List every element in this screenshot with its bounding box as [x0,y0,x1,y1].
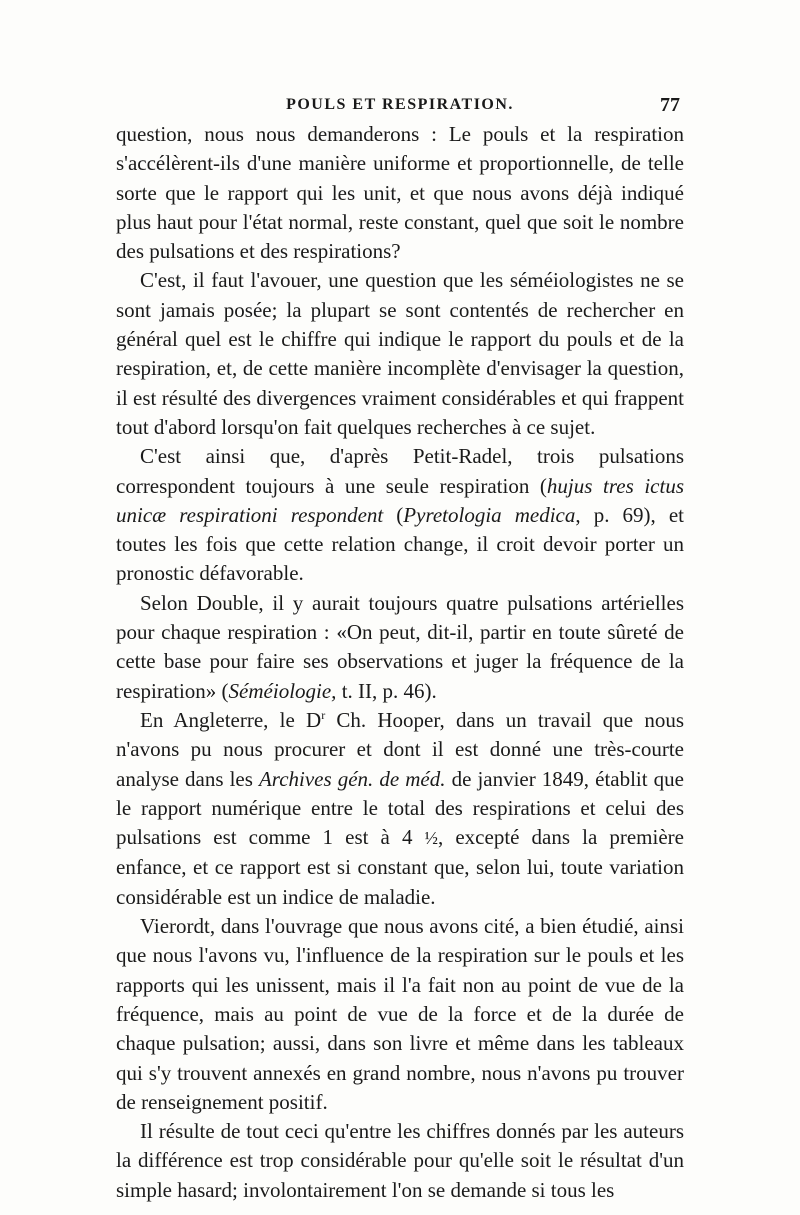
book-title-pyretologia: Pyretologia medica [403,502,576,527]
paragraph-5 [116,706,684,912]
book-title-semeiologie: Séméiologie, [228,678,337,703]
page-number: 77 [660,94,680,116]
paragraph-4-text-c: t. II, p. 46). [336,678,437,703]
running-head [116,94,684,118]
paragraph-4 [116,589,684,706]
paragraph-3-text-a: C'est ainsi que, d'après Petit-Radel, trois pulsations correspondent toujours à une seule respiration ( [116,444,684,498]
paragraph-4-text-a: Selon Double, il y aurait toujours quatre pulsations artérielles pour chaque respiration : «On peut, dit-il, partir en toute sûreté de cette base pour faire ses observations et juger la fréquence de la respiration» ( [116,590,684,703]
journal-title-archives: Archives gén. de méd. [258,766,446,791]
paragraph-1: question, nous nous demanderons : Le pouls et la respiration s'accélèrent-ils d'une manière uniforme et proportionnelle, de telle sorte que le rapport qui les unit, et que nous avons déjà indiqué plus haut pour l'état normal, reste constant, quel que soit le nombre des pulsations et des respirations? [116,122,684,264]
paragraph-5-text-a: En Angleterre, le D [140,707,322,732]
paragraph-6: Vierordt, dans l'ouvrage que nous avons cité, a bien étudié, ainsi que nous l'avons vu, l'influence de la respiration sur le pouls et les rapports qui les unissent, mais il l'a fait non au point de vue de la fréquence, mais au point de vue de la force et de la durée de chaque pulsation; aussi, dans son livre et même dans les tableaux qui s'y trouvent annexés en grand nombre, nous n'avons pu trouver de renseignement positif. [116,914,684,1114]
paragraph-3-text-c: ( [383,502,404,527]
latin-quote: hujus tres ictus unicæ respirationi respondent [116,473,684,527]
paragraph-7: Il résulte de tout ceci qu'entre les chiffres donnés par les auteurs la différence est trop considérable pour qu'elle soit le résultat d'un simple hasard; involontairement l'on se demande si tous les [116,1119,684,1202]
doctor-superscript: r [321,707,326,722]
running-title: POULS ET RESPIRATION. [286,96,514,113]
paragraph-5-text-d: de janvier 1849, établit que le rapport numérique entre le total des respirations et celui des pulsations est comme 1 est à 4 [116,766,684,850]
fraction-half: ½ [424,828,439,849]
paragraph-5-text-e: , excepté dans la première enfance, et ce rapport est si constant que, selon lui, toute variation considérable est un indice de maladie. [116,825,684,909]
paragraph-3-text-e: , p. 69), et toutes les fois que cette relation change, il croit devoir porter un pronostic défavorable. [116,502,684,586]
body-text [116,120,684,1205]
paragraph-2: C'est, il faut l'avouer, une question que les séméiologistes ne se sont jamais posée; la plupart se sont contentés de rechercher en général quel est le chiffre qui indique le rapport du pouls et de la respiration, et, de cette manière incomplète d'envisager la question, il est résulté des divergences vraiment considérables et qui frappent tout d'abord lorsqu'on fait quelques recherches à ce sujet. [116,268,684,439]
paragraph-3 [116,442,684,588]
paragraph-5-text-b: Ch. Hooper, dans un travail que nous n'avons pu nous procurer et dont il est donné une très-courte analyse dans les [116,707,684,791]
